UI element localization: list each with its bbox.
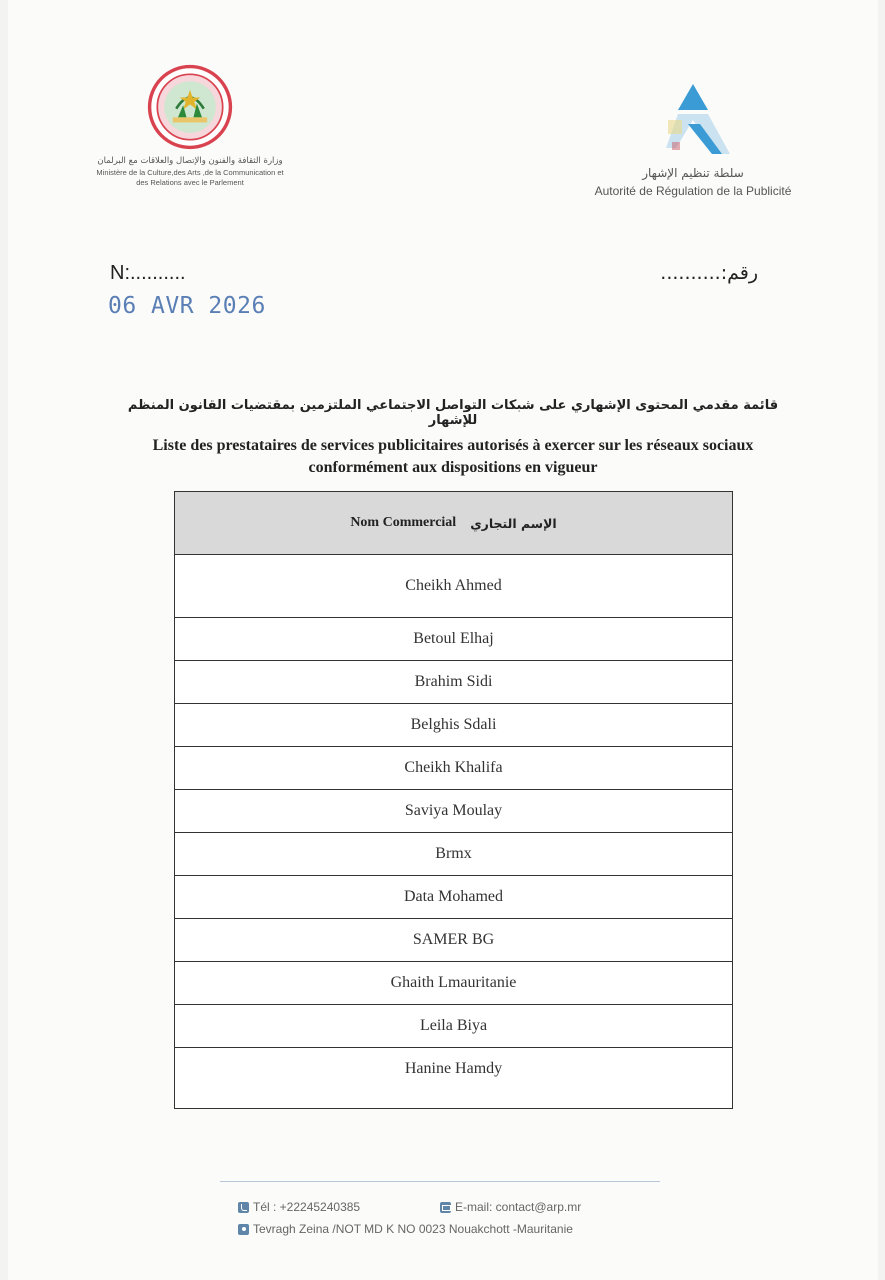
table-row: Belghis Sdali	[175, 704, 732, 747]
ministry-name-arabic: وزارة الثقافة والفنون والإتصال والعلاقات مع البرلمان	[97, 156, 283, 166]
ministry-name-french-line2: des Relations avec le Parlement	[136, 178, 244, 187]
email-icon	[440, 1202, 451, 1213]
table-row: Brahim Sidi	[175, 661, 732, 704]
document-title-french-line2: conformément aux dispositions en vigueur	[308, 459, 598, 476]
table-row: SAMER BG	[175, 919, 732, 962]
footer-address-text: Tevragh Zeina /NOT MD K NO 0023 Nouakchott -Mauritanie	[253, 1222, 573, 1236]
table-row: Betoul Elhaj	[175, 618, 732, 661]
table-row: Saviya Moulay	[175, 790, 732, 833]
table-row: Cheikh Khalifa	[175, 747, 732, 790]
footer-phone-text: Tél : +22245240385	[253, 1200, 361, 1214]
ministry-seal-logo	[147, 64, 233, 150]
phone-icon	[238, 1202, 249, 1213]
table-row: Leila Biya	[175, 1005, 732, 1048]
table-header	[175, 492, 732, 555]
table-row: Brmx	[175, 833, 732, 876]
document-page	[8, 0, 878, 1280]
footer-email	[440, 1200, 581, 1214]
arp-logo	[648, 80, 738, 162]
document-title-arabic: قائمة مقدمي المحتوى الإشهاري على شبكات التواصل الاجتماعي الملتزمين بمقتضيات القانون المنظم للإشهار	[127, 398, 779, 428]
authority-name-french: Autorité de Régulation de la Publicité	[594, 184, 792, 198]
footer-divider	[220, 1181, 660, 1182]
reference-number-arabic: رقم:..........	[660, 262, 758, 284]
reference-number-french: N:..........	[110, 262, 186, 284]
table-row: Ghaith Lmauritanie	[175, 962, 732, 1005]
authority-name-arabic: سلطة تنظيم الإشهار	[642, 166, 744, 180]
document-title-french-line1: Liste des prestataires de services publicitaires autorisés à exercer sur les réseaux sociaux	[152, 437, 754, 454]
footer-address	[238, 1222, 573, 1236]
table-header-french: Nom Commercial	[350, 515, 457, 530]
table-row: Data Mohamed	[175, 876, 732, 919]
authority-header	[578, 80, 808, 198]
table-row: Hanine Hamdy	[404, 1060, 503, 1077]
table-header-arabic: الإسم التجاري	[470, 515, 557, 531]
table-row: Cheikh Ahmed	[175, 555, 732, 618]
ministry-header	[70, 64, 310, 188]
ministry-name-french-line1: Ministère de la Culture,des Arts ,de la Communication et	[96, 168, 284, 177]
date-stamp: 06 AVR 2026	[108, 293, 266, 319]
footer-phone	[238, 1200, 360, 1214]
providers-table	[174, 491, 733, 1109]
document-title-french	[98, 435, 808, 479]
footer-email-text: E-mail: contact@arp.mr	[455, 1200, 582, 1214]
location-pin-icon	[238, 1224, 249, 1235]
